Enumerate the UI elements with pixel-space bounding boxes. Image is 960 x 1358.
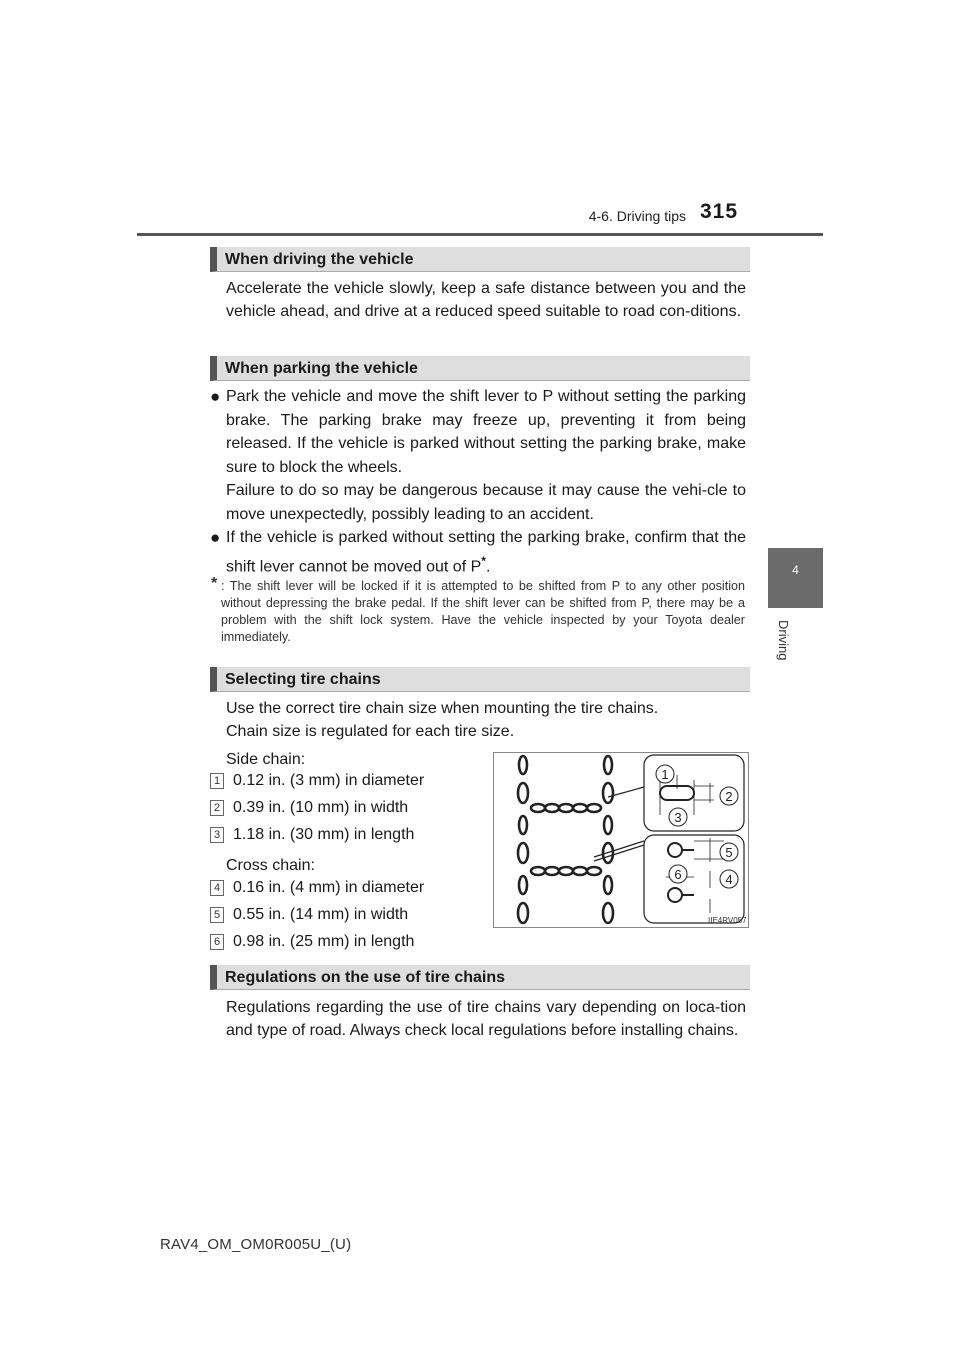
section-header-selecting: Selecting tire chains — [210, 667, 750, 692]
parking-bullet-2-text: If the vehicle is parked without setting the parking brake, confirm that the shift lever cannot be moved out of P — [226, 529, 746, 575]
document-code: RAV4_OM_OM0R005U_(U) — [160, 1236, 352, 1253]
selecting-line-1: Use the correct tire chain size when mounting the tire chains. — [226, 700, 659, 717]
footnote-text: : The shift lever will be locked if it is attempted to be shifted from P to any other position without depressing the brake pedal. If the shift lever can be shifted from P, there may be a problem with the shift lock system. Have the vehicle inspected by your Toyota dealer immediately. — [221, 579, 745, 644]
section-header-regulations: Regulations on the use of tire chains — [210, 965, 750, 990]
callout-1: 1 — [661, 767, 669, 782]
spec-item: 2 0.39 in. (10 mm) in width — [210, 798, 408, 818]
section-header-parking: When parking the vehicle — [210, 356, 750, 381]
chapter-tab-number[interactable]: 4 — [768, 548, 823, 608]
regulations-paragraph: Regulations regarding the use of tire chains vary depending on loca-tion and type of road. Always check local regulations before installing chains. — [226, 999, 746, 1039]
spec-item: 6 0.98 in. (25 mm) in length — [210, 932, 414, 952]
section-breadcrumb: 4-6. Driving tips — [588, 208, 686, 224]
footnote — [211, 575, 745, 646]
parking-bullet-2: ● If the vehicle is parked without setting the parking brake, confirm that the shift lever cannot be moved out of P*. — [210, 528, 746, 575]
chapter-tab-label: Driving — [776, 620, 791, 661]
footnote-ref: * — [481, 553, 486, 568]
callout-5: 5 — [725, 845, 733, 860]
side-chain-label: Side chain: — [226, 751, 306, 768]
parking-bullet-1 — [210, 385, 746, 526]
callout-6: 6 — [674, 867, 682, 882]
spec-item: 1 0.12 in. (3 mm) in diameter — [210, 771, 424, 791]
parking-bullet-1-text: Park the vehicle and move the shift lever to P without setting the parking brake. The parking brake may freeze up, preventing it from being released. If the vehicle is parked without setting the parking brake, make sure to block the wheels. — [226, 388, 746, 476]
cross-chain-label: Cross chain: — [226, 857, 315, 874]
callout-3: 3 — [674, 810, 682, 825]
parking-bullet-1-warning: Failure to do so may be dangerous because it may cause the vehi-cle to move unexpectedly, possibly leading to an accident. — [226, 482, 746, 523]
tire-chain-illustration — [494, 753, 748, 927]
driving-paragraph: Accelerate the vehicle slowly, keep a safe distance between you and the vehicle ahead, and drive at a reduced speed suitable to road con-ditions. — [226, 280, 746, 320]
bullet-dot: ● — [210, 528, 221, 547]
callout-4: 4 — [725, 872, 733, 887]
tire-chain-diagram — [493, 752, 749, 928]
page-number: 315 — [700, 200, 739, 223]
spec-item: 4 0.16 in. (4 mm) in diameter — [210, 878, 424, 898]
spec-item: 3 1.18 in. (30 mm) in length — [210, 825, 414, 845]
section-header-driving: When driving the vehicle — [210, 247, 750, 272]
figure-code: IIE4RV057 — [708, 916, 747, 925]
bullet-dot: ● — [210, 387, 221, 406]
selecting-line-2: Chain size is regulated for each tire size. — [226, 723, 515, 740]
header-rule — [137, 233, 823, 236]
footnote-mark: * — [211, 575, 218, 592]
spec-item: 5 0.55 in. (14 mm) in width — [210, 905, 408, 925]
callout-2: 2 — [725, 789, 733, 804]
